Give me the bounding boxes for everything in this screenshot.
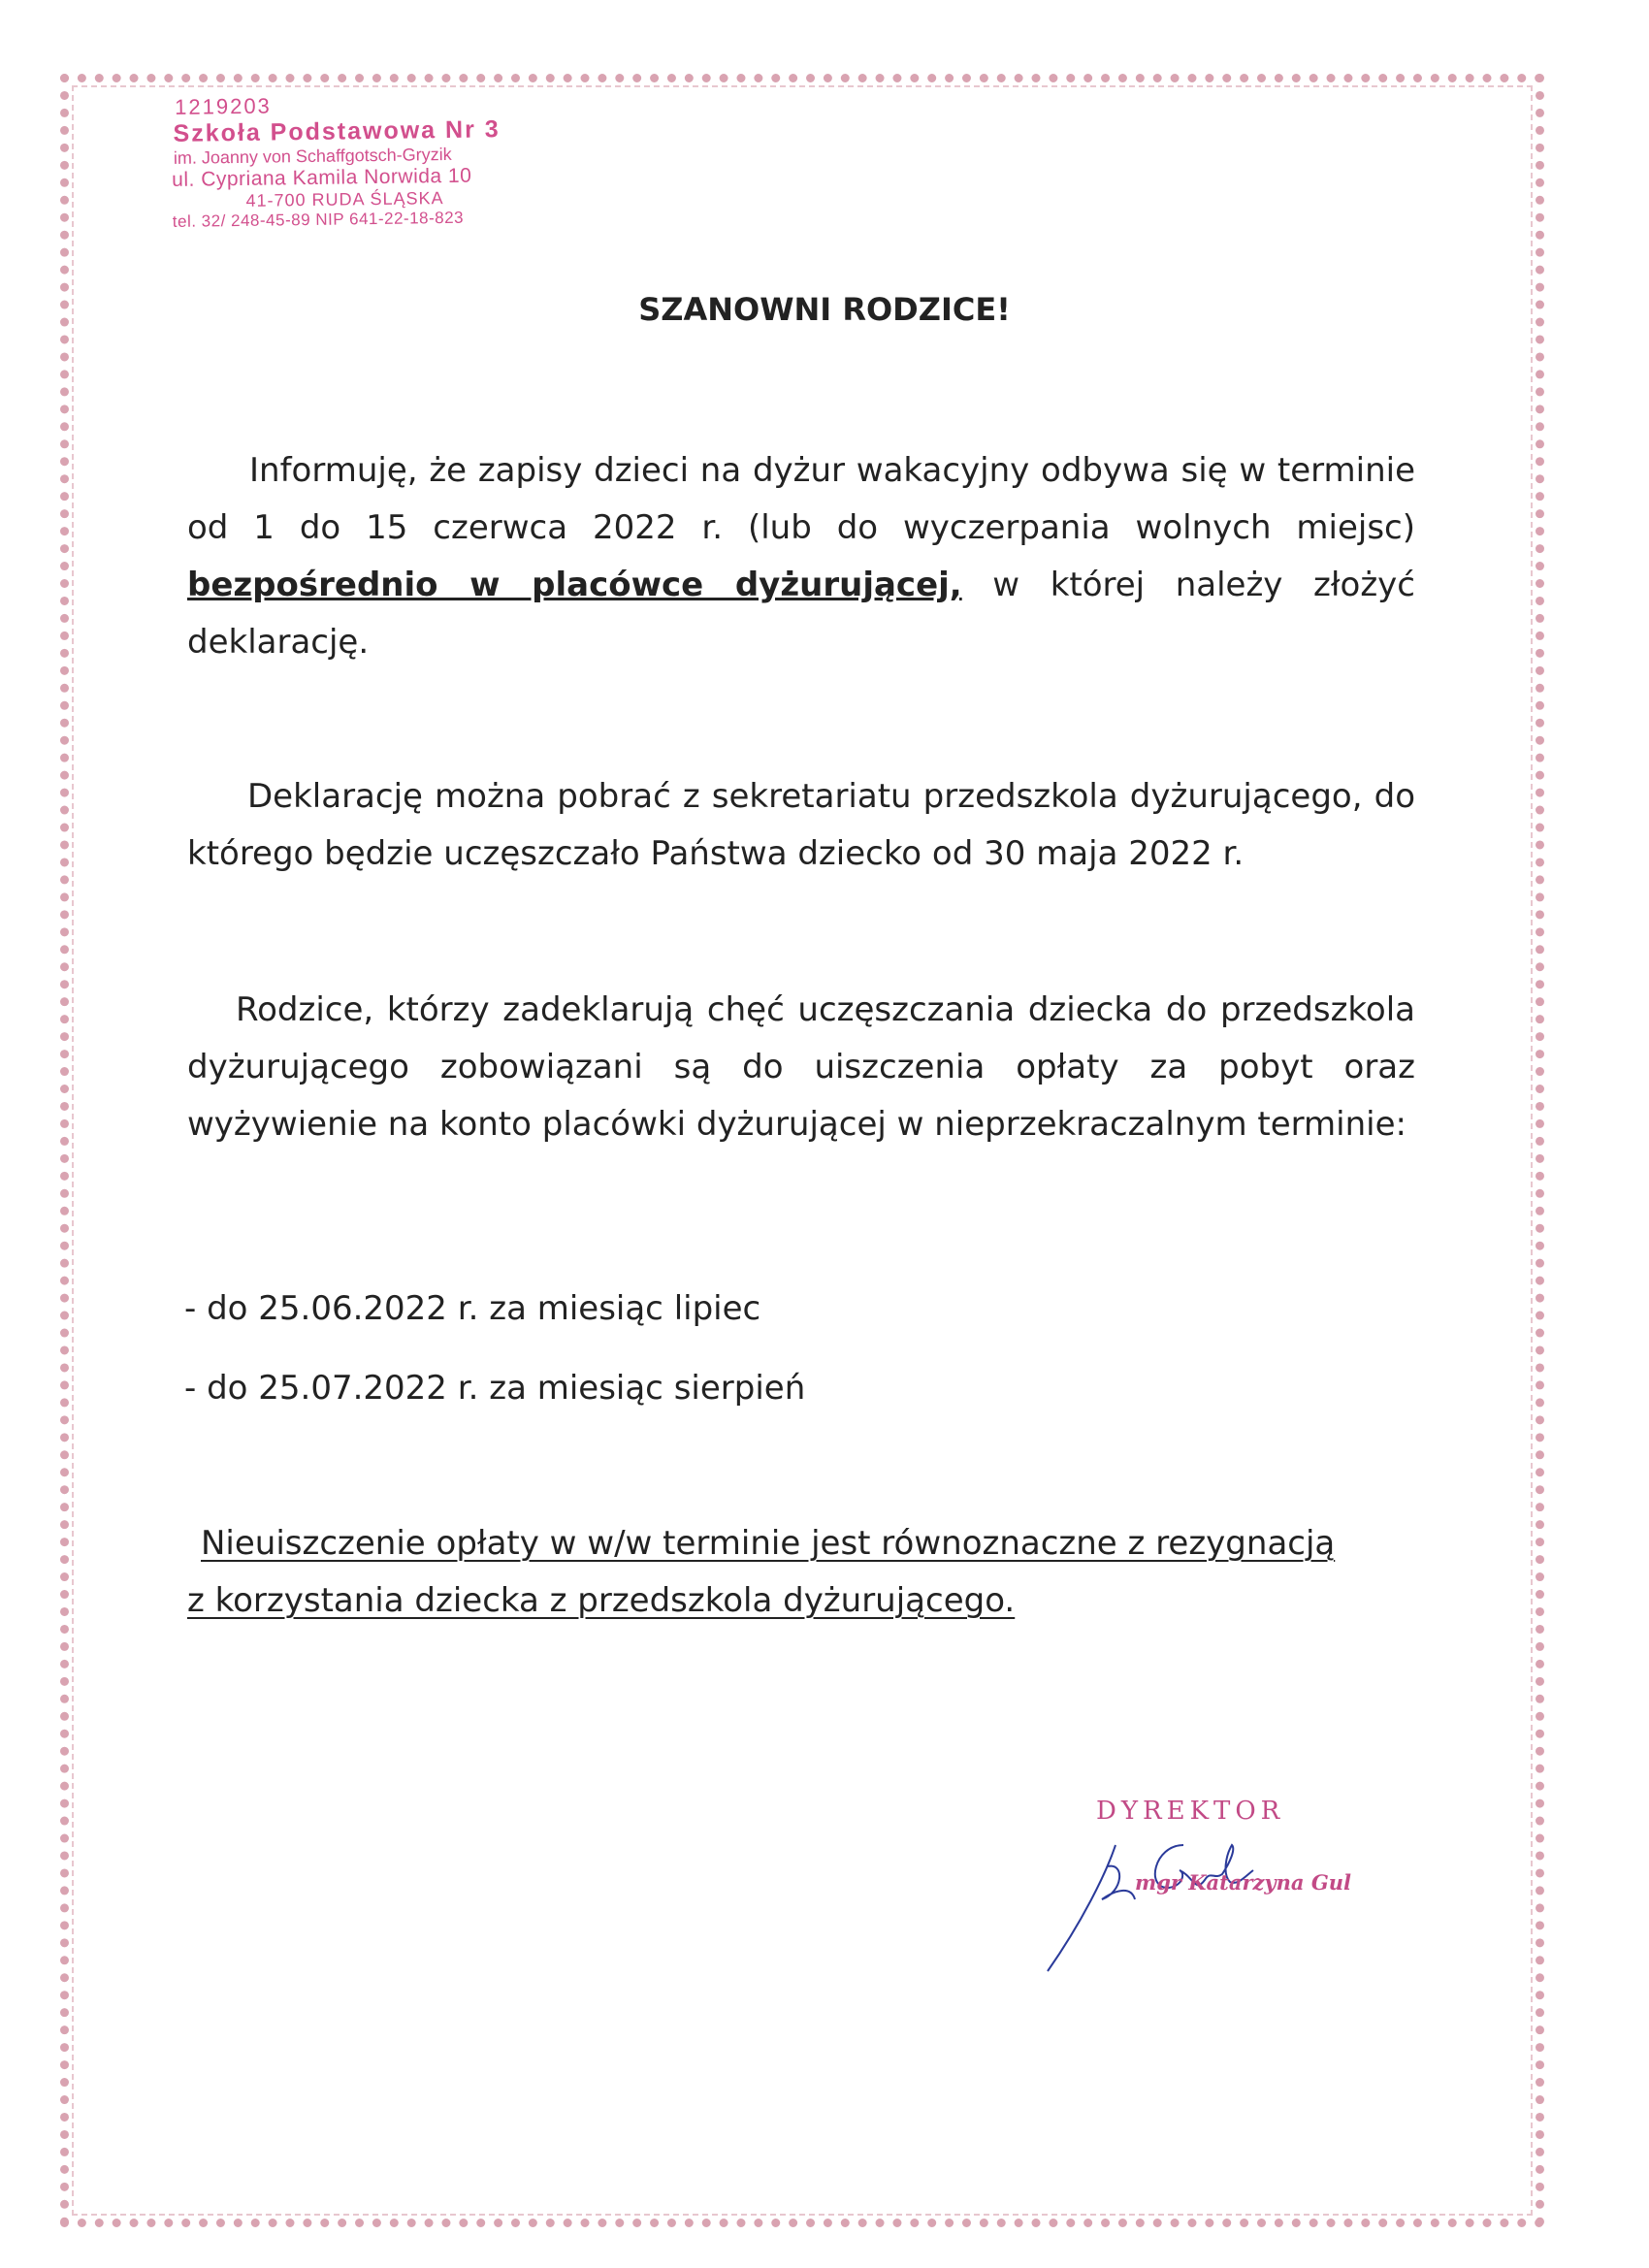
document-heading: SZANOWNI RODZICE! xyxy=(638,291,1011,328)
school-stamp xyxy=(167,89,557,232)
notice-line-2: z korzystania dziecka z przedszkola dyżurującego. xyxy=(187,1581,1016,1620)
stamp-city: 41-700 RUDA ŚLĄSKA xyxy=(245,188,444,211)
paragraph-enrollment-emphasis: bezpośrednio w placówce dyżurującej, xyxy=(187,566,962,604)
deadline-item: - do 25.06.2022 r. za miesiąc lipiec xyxy=(184,1289,761,1328)
deadline-item: - do 25.07.2022 r. za miesiąc sierpień xyxy=(184,1369,806,1408)
paragraph-payment: Rodzice, którzy zadeklarują chęć uczęszczania dziecka do przedszkola dyżurującego zobowiązani są do uiszczenia opłaty za pobyt oraz wyżywienie na konto placówki dyżurującej w nieprzekraczalnym terminie: xyxy=(187,990,1415,1144)
stamp-school-name: Szkoła Podstawowa Nr 3 xyxy=(173,115,501,147)
director-title: DYREKTOR xyxy=(1096,1797,1285,1826)
paragraph-notice xyxy=(187,1515,1415,1630)
notice-line-1: Nieuiszczenie opłaty w w/w terminie jest równoznaczne z rezygnacją xyxy=(201,1524,1336,1563)
stamp-code: 1219203 xyxy=(174,93,272,119)
director-signature-block xyxy=(1038,1797,1352,1971)
stamp-street: ul. Cypriana Kamila Norwida 10 xyxy=(172,164,472,191)
handwritten-signature xyxy=(1038,1816,1271,1981)
stamp-contact: tel. 32/ 248-45-89 NIP 641-22-18-823 xyxy=(172,208,465,231)
paragraph-enrollment-text-before: Informuję, że zapisy dzieci na dyżur wakacyjny odbywa się w terminie od 1 do 15 czerwca 2022 r. (lub do wyczerpania wolnych miejsc) xyxy=(187,451,1415,547)
stamp-patron: im. Joanny von Schaffgotsch-Gryzik xyxy=(173,144,452,168)
paragraph-declaration: Deklarację można pobrać z sekretariatu przedszkola dyżurującego, do którego będzie uczęszczało Państwa dziecko od 30 maja 2022 r. xyxy=(187,777,1415,873)
paragraph-enrollment xyxy=(187,442,1415,671)
paragraph-enrollment-text-after: w której należy złożyć deklarację. xyxy=(187,566,1415,662)
director-name: mgr Katarzyna Gul xyxy=(1135,1870,1352,1895)
